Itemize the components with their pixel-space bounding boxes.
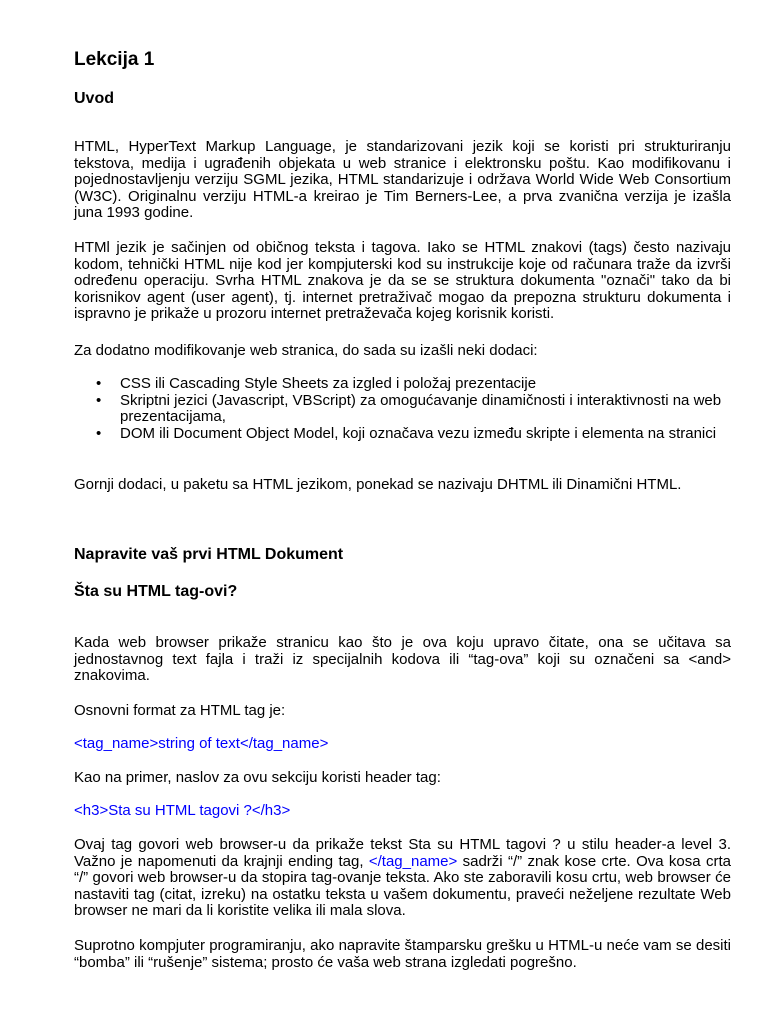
code-example-2: <h3>Sta su HTML tagovi ?</h3> (74, 802, 291, 819)
tags-paragraph-3: Kao na primer, naslov za ovu sekciju koristi header tag: (74, 769, 441, 786)
tags-paragraph-1: Kada web browser prikaže stranicu kao što je ova koju upravo čitate, ona se učitava sa jednostavnog text fajla i traži iz specijalnih kodova ili “tag-ova” koji su označeni sa <and> znakovima. (74, 634, 731, 685)
addons-list (74, 376, 731, 442)
code-example-1: <tag_name>string of text</tag_name> (74, 735, 329, 752)
list-item (74, 376, 731, 393)
tags-paragraph-4 (74, 837, 731, 920)
intro-heading: Uvod (74, 90, 114, 107)
intro-paragraph-3: Za dodatno modifikovanje web stranica, do sada su izašli neki dodaci: (74, 342, 538, 359)
lesson-title: Lekcija 1 (74, 49, 155, 70)
list-item-text: DOM ili Document Object Model, koji označava vezu između skripte i elementa na stranici (120, 424, 717, 442)
list-item (74, 393, 731, 426)
inline-code-end-tag: </tag_name> (368, 852, 458, 870)
intro-paragraph-1: HTML, HyperText Markup Language, je standarizovani jezik koji se koristi pri strukturiranju tekstova, medija i ugrađenih objekata u web stranice i elektronsku poštu. Kao modifikovanu i pojednostavljenju verziju SGML jezika, HTML standarizuje i održava World Wide Web Consortium (W3C). Originalnu verziju HTML-a kreirao je Tim Berners-Lee, a prva zvanična verzija je izašla juna 1993 godine. (74, 138, 731, 222)
tags-paragraph-4-text-b: sadrži “/” znak kose crte. Ova kosa crta “/” govori web browser-u da stopira tag-ovanje teksta. Ako ste zaboravili kosu crtu, web browser će nastaviti tag (citat, izreku) na ostatku teksta u vašem dokumentu, praveći neželjene rezultate Web browser ne mari da li koristite velika ili mala slova. (74, 852, 731, 920)
list-item (74, 426, 731, 443)
list-item-text: CSS ili Cascading Style Sheets za izgled i položaj prezentacije (120, 375, 537, 392)
bullet-icon: • (96, 391, 102, 409)
tags-paragraph-5: Suprotno kompjuter programiranju, ako napravite štamparsku grešku u HTML-u neće vam se desiti “bomba” ili “rušenje” sistema; prosto će vaša web strana izgledati pogrešno. (74, 937, 731, 971)
tags-paragraph-4-text-a: Ovaj tag govori web browser-u da prikaže tekst Sta su HTML tagovi ? u stilu header-a level 3. Važno je napomenuti da krajnji ending tag, (74, 836, 731, 870)
bullet-icon: • (96, 424, 102, 442)
tags-paragraph-2: Osnovni format za HTML tag je: (74, 702, 286, 719)
bullet-icon: • (96, 375, 102, 392)
intro-paragraph-2: HTMl jezik je sačinjen od običnog teksta i tagova. Iako se HTML znakovi (tags) često nazivaju kodom, tehnički HTML nije kod jer kompjuterski kod su instrukcije koje od računara traže da izvrši određenu operaciju. Svrha HTML znakova je da se se struktura dokumenta "označi" tako da bi korisnikov agent (user agent), tj. internet pretraživač mogao da prepozna strukturu dokumenta i ispravno je prikaže u prozoru internet pretraževača kojeg korisnik koristi. (74, 239, 731, 323)
list-item-text: Skriptni jezici (Javascript, VBScript) za omogućavanje dinamičnosti i interaktivnosti na web prezentacijama, (120, 391, 722, 426)
sub-heading: Šta su HTML tag-ovi? (74, 583, 238, 600)
section-heading: Napravite vaš prvi HTML Dokument (74, 546, 344, 563)
intro-paragraph-4: Gornji dodaci, u paketu sa HTML jezikom, ponekad se nazivaju DHTML ili Dinamični HTML. (74, 476, 682, 493)
